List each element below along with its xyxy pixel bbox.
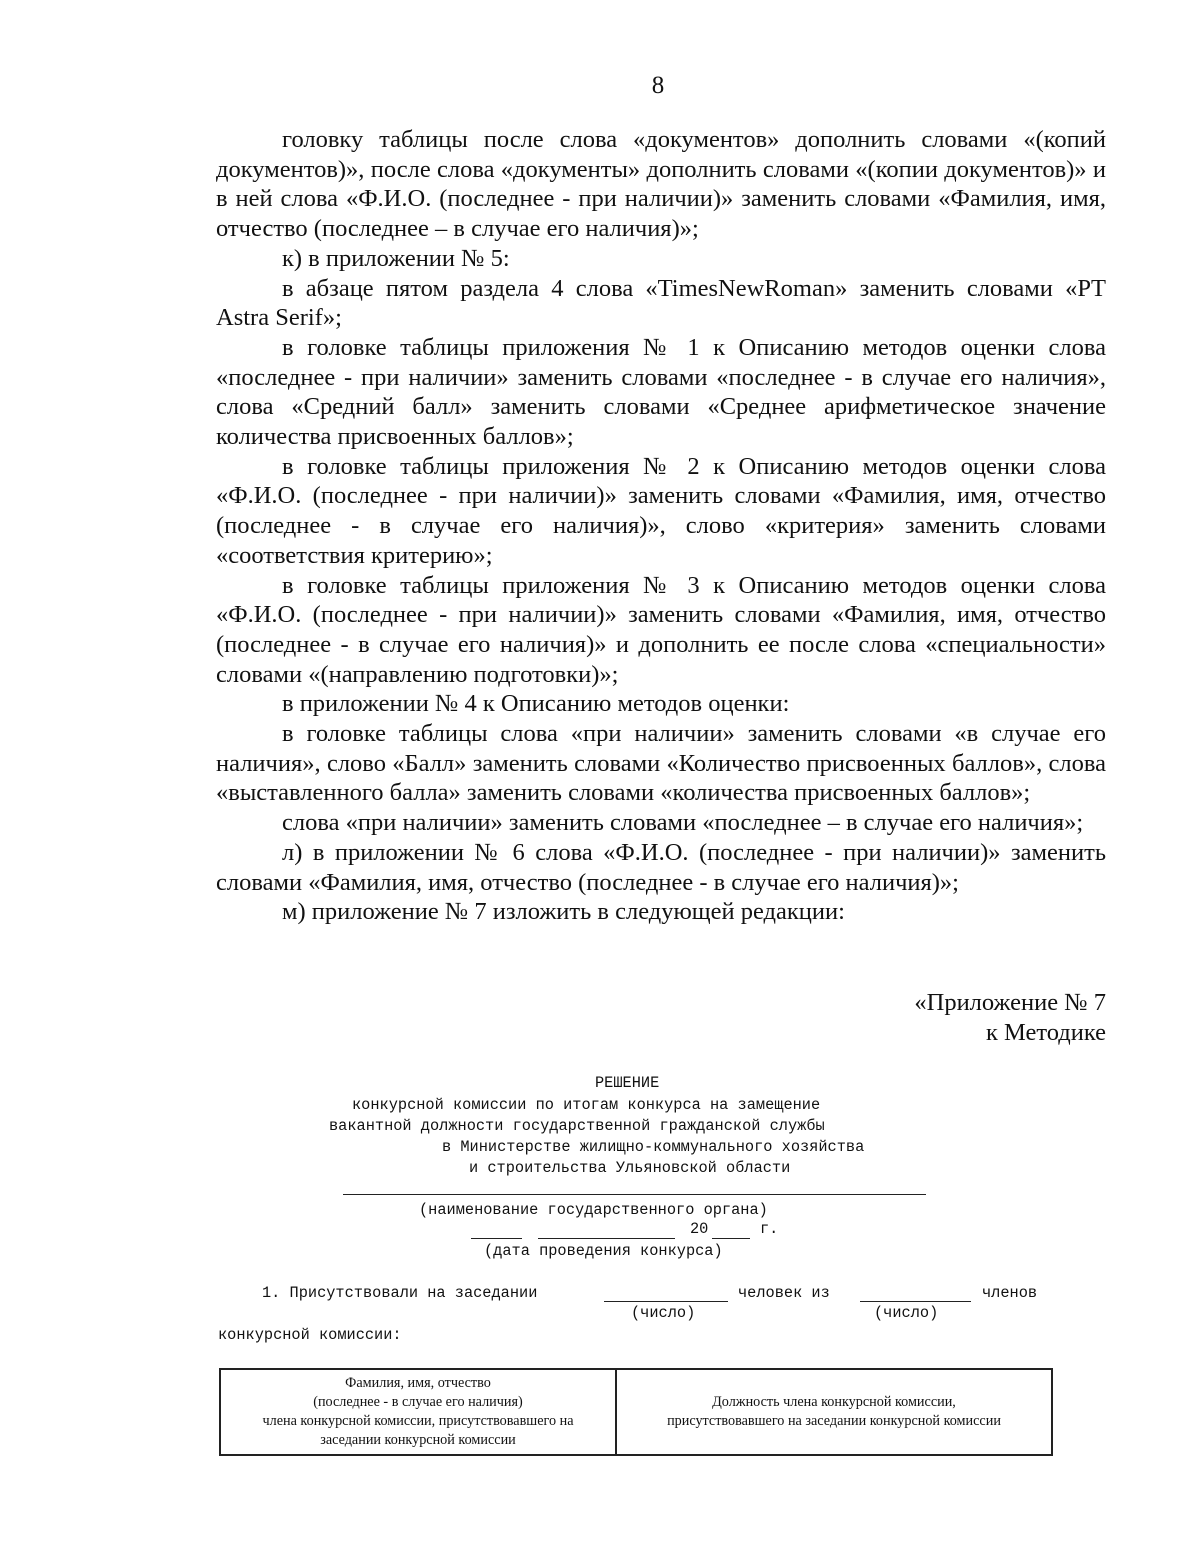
paragraph: в абзаце пятом раздела 4 слова «TimesNewRoman» заменить словами «PT Astra Serif»;	[216, 274, 1106, 332]
paragraph: в головке таблицы слова «при наличии» заменить словами «в случае его наличия», слово «Балл» заменить словами «Количество присвоенных баллов», слова «выставленного балла» заменить словами «количества присвоенных баллов»;	[216, 720, 1106, 807]
date-year-line	[712, 1238, 750, 1239]
table-header-cell	[220, 1369, 616, 1455]
decision-title: РЕШЕНИЕ	[595, 1074, 660, 1092]
table-header-row	[220, 1369, 1052, 1455]
header-line: (последнее - в случае его наличия)	[313, 1394, 523, 1410]
commission-members-table	[219, 1368, 1053, 1456]
table-header-cell	[616, 1369, 1052, 1455]
decision-subtitle-line: в Министерстве жилищно-коммунального хозяйства	[442, 1138, 865, 1156]
organ-caption: (наименование государственного органа)	[419, 1201, 768, 1219]
item1-continuation: конкурсной комиссии:	[218, 1326, 402, 1344]
paragraph: в головке таблицы приложения № 3 к Описанию методов оценки слова «Ф.И.О. (последнее - при наличии)» заменить словами «Фамилия, имя, отчество (последнее - в случае его наличия)» и дополнить ее после слова «специальности» словами «(направлению подготовки)»;	[216, 571, 1106, 688]
date-month-line	[538, 1238, 675, 1239]
paragraph: л) в приложении № 6 слова «Ф.И.О. (последнее - при наличии)» заменить словами «Фамилия, имя, отчество (последнее - в случае его наличия)»;	[216, 838, 1106, 896]
item1-text: человек из	[738, 1284, 830, 1302]
date-year-suffix: г.	[760, 1220, 779, 1238]
count-caption: (число)	[874, 1304, 939, 1322]
annex-reference: к Методике	[985, 1018, 1106, 1046]
paragraph: в головке таблицы приложения № 1 к Описанию методов оценки слова «последнее - при наличии» заменить словами «последнее - в случае его наличия», слова «Средний балл» заменить словами «Среднее арифметическое значение количества присвоенных баллов»;	[216, 333, 1106, 451]
amendment-text	[216, 125, 1106, 927]
decision-subtitle-line: конкурсной комиссии по итогам конкурса на замещение	[352, 1096, 821, 1114]
item1-text: членов	[982, 1284, 1038, 1302]
decision-subtitle-line: и строительства Ульяновской области	[469, 1159, 791, 1177]
item1-text: 1. Присутствовали на заседании	[262, 1284, 538, 1302]
header-line: присутствовавшего на заседании конкурсной комиссии	[667, 1413, 1001, 1429]
date-caption: (дата проведения конкурса)	[484, 1242, 723, 1260]
paragraph: в головке таблицы приложения № 2 к Описанию методов оценки слова «Ф.И.О. (последнее - при наличии)» заменить словами «Фамилия, имя, отчество (последнее - в случае его наличия)», слово «критерия» заменить словами «соответствия критерию»;	[216, 452, 1106, 569]
organ-name-line	[343, 1194, 926, 1195]
header-line: Фамилия, имя, отчество	[345, 1375, 491, 1391]
header-line: заседании конкурсной комиссии	[320, 1432, 516, 1448]
total-count-line	[860, 1301, 971, 1302]
annex-heading	[216, 988, 1106, 1047]
page-number: 8	[651, 72, 665, 99]
decision-subtitle-line: вакантной должности государственной гражданской службы	[329, 1117, 825, 1135]
header-line: члена конкурсной комиссии, присутствовавшего на	[262, 1413, 574, 1429]
paragraph: к) в приложении № 5:	[282, 244, 510, 272]
date-year-prefix: 20	[690, 1220, 709, 1238]
count-caption: (число)	[631, 1304, 696, 1322]
paragraph: головку таблицы после слова «документов» дополнить словами «(копий документов)», после слова «документы» дополнить словами «(копии документов)» и в ней слова «Ф.И.О. (последнее - при наличии)» заменить словами «Фамилия, имя, отчество (последнее – в случае его наличия)»;	[216, 126, 1106, 243]
paragraph: слова «при наличии» заменить словами «последнее – в случае его наличия»;	[282, 809, 1084, 837]
paragraph: в приложении № 4 к Описанию методов оценки:	[282, 690, 790, 718]
date-day-line	[471, 1238, 522, 1239]
paragraph: м) приложение № 7 изложить в следующей редакции:	[282, 898, 845, 926]
annex-title: «Приложение № 7	[914, 989, 1106, 1016]
header-line: Должность члена конкурсной комиссии,	[712, 1394, 956, 1410]
present-count-line	[604, 1301, 728, 1302]
